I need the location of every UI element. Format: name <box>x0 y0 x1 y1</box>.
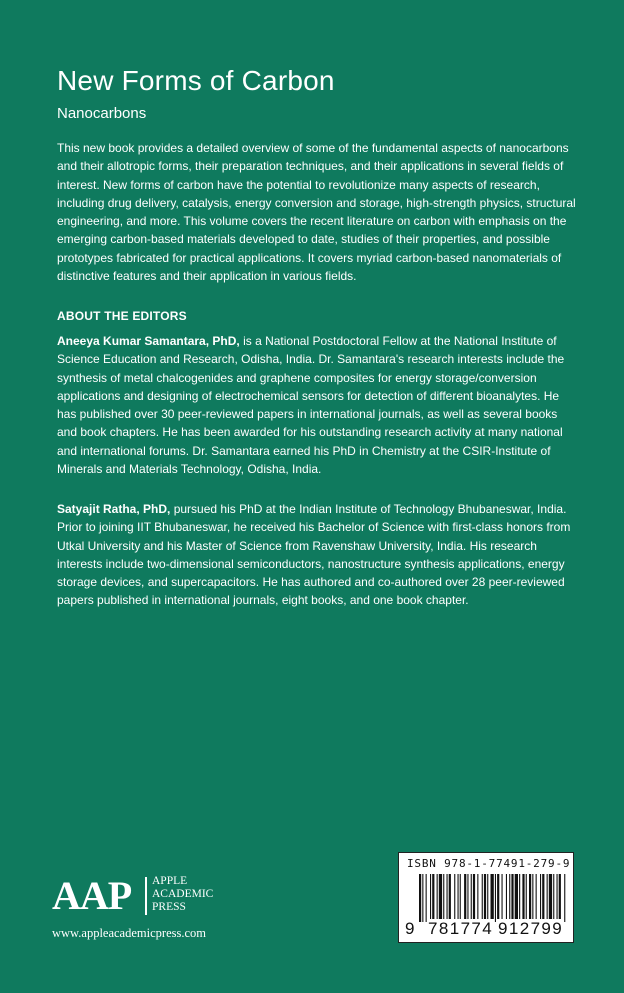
publisher-url: www.appleacademicpress.com <box>52 926 206 940</box>
barcode-bar <box>515 874 518 922</box>
barcode-bar <box>491 874 494 922</box>
barcode-bar <box>482 874 483 922</box>
editors-heading: ABOUT THE EDITORS <box>57 309 187 323</box>
barcode-bar <box>426 874 427 922</box>
barcode-digit-lead: 9 <box>405 919 415 938</box>
barcode-bar <box>532 874 533 922</box>
barcode-bar <box>497 874 499 922</box>
barcode-bar <box>549 874 552 922</box>
barcode-bar <box>509 874 510 922</box>
barcode-bar <box>526 874 527 922</box>
barcode-bar <box>484 874 486 922</box>
barcode-bar <box>458 874 459 922</box>
barcode-bar <box>564 874 565 922</box>
logo-line: PRESS <box>152 901 186 913</box>
barcode-bar <box>419 874 421 922</box>
barcode-bar <box>540 874 541 922</box>
isbn-barcode <box>398 852 574 943</box>
description-text: This new book provides a detailed overview of some of the fundamental aspects of nanocarbons and their allotropic forms, their preparation techniques, and their applications in several fields of interest. New forms of carbon have the potential to revolutionize many aspects of research, including drug delivery, catalysis, energy conversion and storage, high-strength physics, structural engineering, and more. This volume covers the recent literature on carbon with emphasis on the emerging carbon-based materials developed to date, studies of their properties, and possible prototypes fabricated for practical applications. It covers myriad carbon-based nanomaterials of distinctive features and their application in various fields. <box>57 141 576 284</box>
barcode-bar <box>542 874 544 922</box>
barcode-bar <box>529 874 531 922</box>
barcode-bar <box>477 874 478 922</box>
editor-bio <box>57 332 577 478</box>
book-subtitle: Nanocarbons <box>57 105 147 122</box>
publisher-logo <box>52 874 242 922</box>
barcode-bar <box>449 874 451 922</box>
barcode-bar <box>487 874 488 922</box>
logo-divider <box>145 877 147 915</box>
barcode-bar <box>437 874 438 922</box>
barcode-bar <box>454 874 455 922</box>
barcode-digits-right: 912799 <box>498 919 564 938</box>
barcode-bar <box>536 874 537 922</box>
barcode-bar <box>557 874 558 922</box>
barcode-bar <box>511 874 513 922</box>
barcode-bar <box>430 874 431 922</box>
editor-name: Satyajit Ratha, PhD, <box>57 502 171 516</box>
editor-bio <box>57 500 577 610</box>
barcode-graphic <box>419 874 567 922</box>
barcode-bars <box>419 874 567 922</box>
barcode-bar <box>506 874 507 922</box>
barcode-bar <box>473 874 475 922</box>
barcode-bar <box>547 874 548 922</box>
editor-bio-text: is a National Postdoctoral Fellow at the National Institute of Science Education and Research, Odisha, India. Dr. Samantara's research interests include the synthesis of metal chalcogenides and graphene composites for energy storage/conversion applications and designing of electrochemical sensors for detection of different bioanalytes. He has published over 30 peer-reviewed papers in international journals, as well as several books and book chapters. He has been awarded for his outstanding research activity at many national and international forums. Dr. Samantara earned his PhD in Chemistry at the CSIR-Institute of Minerals and Materials Technology, Odisha, India. <box>57 334 565 477</box>
barcode-bar <box>443 874 444 922</box>
barcode-bar <box>464 874 466 922</box>
barcode-bar <box>559 874 561 922</box>
editor-name: Aneeya Kumar Samantara, PhD, <box>57 334 240 348</box>
barcode-bar <box>502 874 503 922</box>
barcode-bar <box>553 874 554 922</box>
barcode-bar <box>432 874 434 922</box>
barcode-digits-left: 781774 <box>428 919 494 938</box>
barcode-bar <box>439 874 442 922</box>
editor-bio-text: pursued his PhD at the Indian Institute of Technology Bhubaneswar, India. Prior to joining IIT Bhubaneswar, he received his Bachelor of Science with first-class honors from Utkal University and his Master of Science from Ravenshaw University, India. His research interests include two-dimensional semiconductors, nanostructure synthesis applications, energy storage devices, and supercapacitors. He has authored and co-authored over 28 peer-reviewed papers published in international journals, eight books, and one book chapter. <box>57 502 571 608</box>
barcode-bar <box>495 874 496 922</box>
barcode-bar <box>422 874 423 922</box>
barcode-bar <box>522 874 524 922</box>
barcode-bar <box>447 874 448 922</box>
barcode-bar <box>519 874 520 922</box>
book-description <box>57 139 577 285</box>
barcode-bar <box>460 874 461 922</box>
isbn-label: ISBN 978-1-77491-279-9 <box>407 857 571 870</box>
logo-line: APPLE <box>152 875 188 887</box>
publisher-logo-text <box>152 875 213 914</box>
publisher-logo-mark: AAP <box>52 873 132 918</box>
barcode-bar <box>467 874 468 922</box>
barcode-bar <box>471 874 472 922</box>
book-title: New Forms of Carbon <box>57 65 335 96</box>
logo-line: ACADEMIC <box>152 888 214 900</box>
